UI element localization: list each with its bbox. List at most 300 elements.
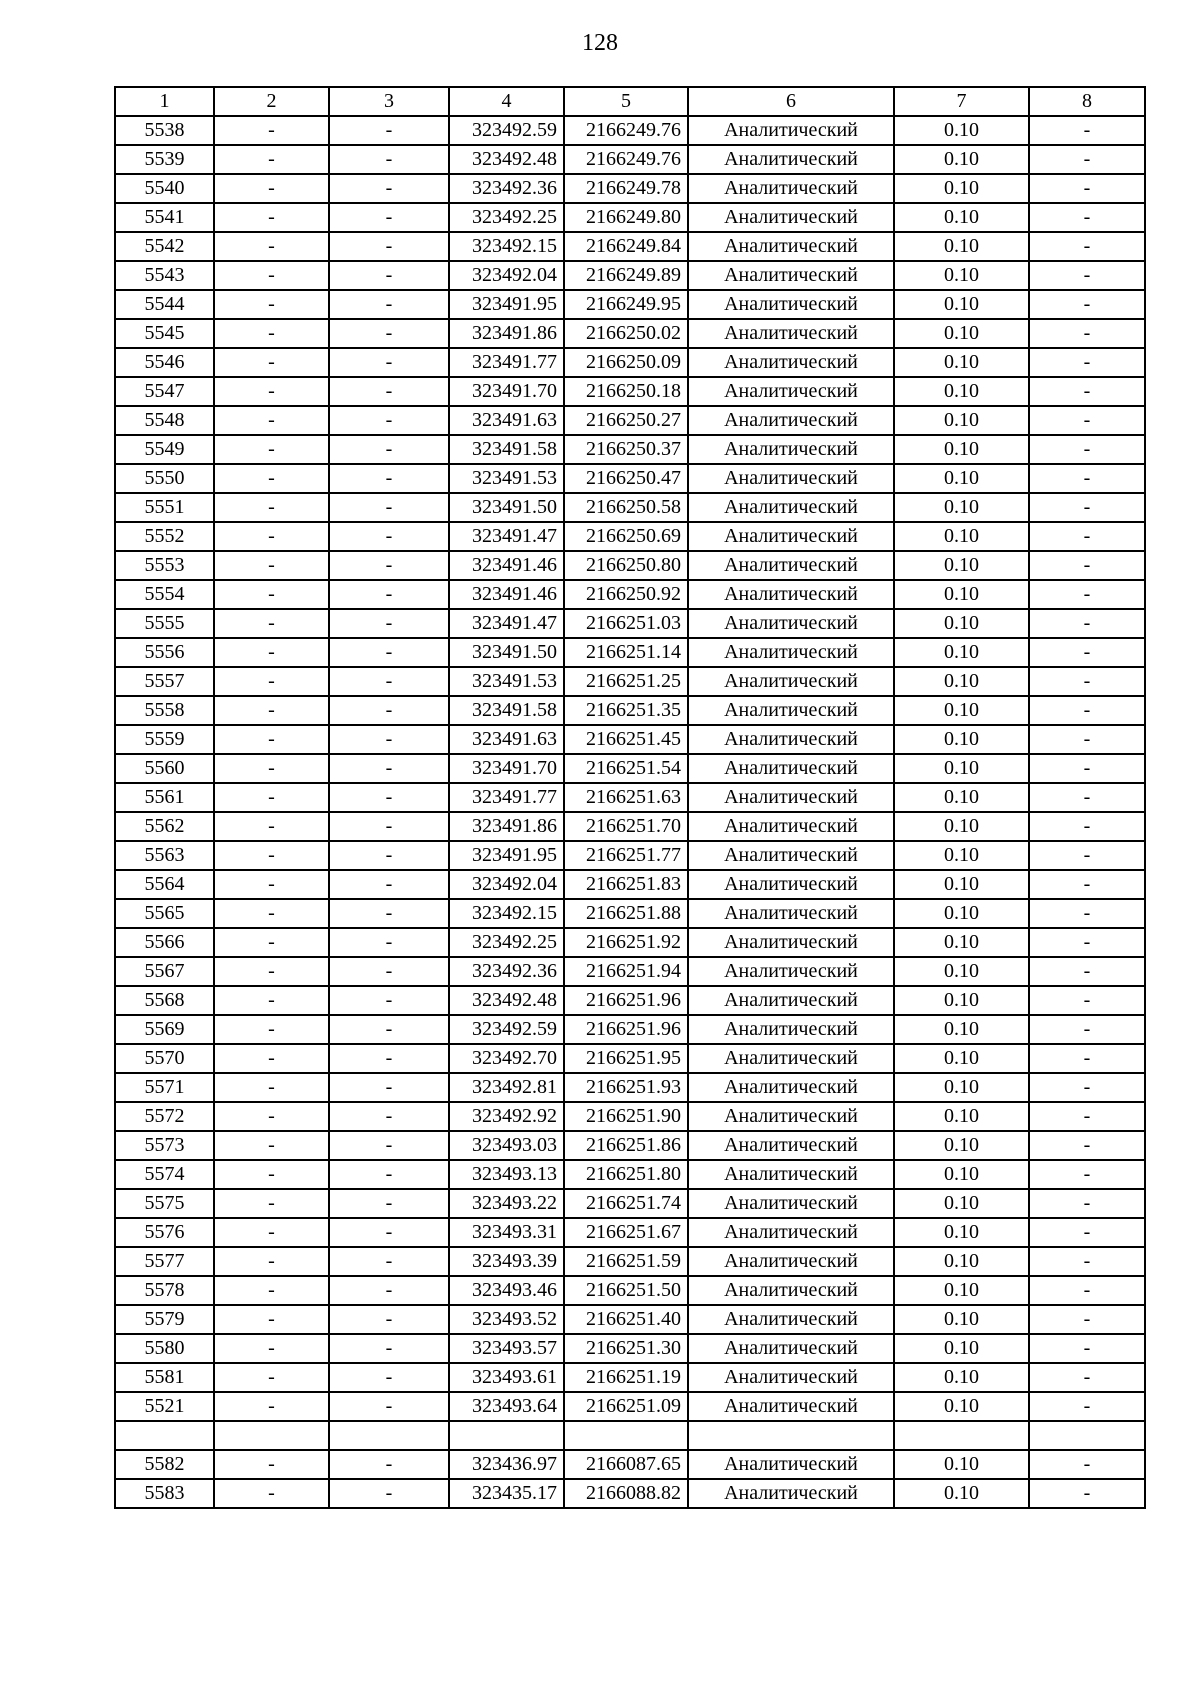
coordinates-table (114, 86, 1146, 1509)
table-cell-col-8: - (1029, 696, 1145, 725)
table-cell-col-3: - (329, 1276, 449, 1305)
table-cell-col-6: Аналитический (688, 1392, 894, 1421)
table-cell-col-1: 5572 (115, 1102, 214, 1131)
table-cell-col-3: - (329, 1218, 449, 1247)
table-cell-col-4: 323493.64 (449, 1392, 564, 1421)
table-cell-col-1: 5552 (115, 522, 214, 551)
table-cell-col-1: 5539 (115, 145, 214, 174)
table-cell-col-2: - (214, 522, 329, 551)
table-cell-col-5: 2166251.54 (564, 754, 688, 783)
table-cell-col-1: 5554 (115, 580, 214, 609)
table-cell-col-6: Аналитический (688, 1044, 894, 1073)
table-cell-col-8: - (1029, 1392, 1145, 1421)
table-cell-col-3: - (329, 319, 449, 348)
table-cell-col-5: 2166251.88 (564, 899, 688, 928)
table-cell-col-8: - (1029, 1189, 1145, 1218)
table-cell-col-7: 0.10 (894, 232, 1029, 261)
table-cell-col-3: - (329, 812, 449, 841)
table-cell-col-6: Аналитический (688, 783, 894, 812)
table-row (115, 377, 1145, 406)
table-cell-col-2: - (214, 1189, 329, 1218)
table-cell-col-7: 0.10 (894, 464, 1029, 493)
table-cell-col-8: - (1029, 464, 1145, 493)
table-row (115, 870, 1145, 899)
table-cell-col-2: - (214, 580, 329, 609)
table-row (115, 841, 1145, 870)
table-cell-col-4: 323492.48 (449, 986, 564, 1015)
table-cell-col-1: 5583 (115, 1479, 214, 1508)
table-cell-col-7: 0.10 (894, 348, 1029, 377)
table-cell-col-4: 323492.81 (449, 1073, 564, 1102)
table-cell-col-5: 2166250.02 (564, 319, 688, 348)
table-cell-col-6: Аналитический (688, 522, 894, 551)
table-cell-col-5: 2166251.96 (564, 1015, 688, 1044)
table-cell-col-4: 323491.50 (449, 493, 564, 522)
table-cell-col-8: - (1029, 435, 1145, 464)
table-cell-col-8: - (1029, 667, 1145, 696)
table-row (115, 406, 1145, 435)
table-cell-col-6: Аналитический (688, 754, 894, 783)
table-cell-col-1: 5574 (115, 1160, 214, 1189)
table-cell-col-2: - (214, 1392, 329, 1421)
table-cell-col-3: - (329, 116, 449, 145)
table-cell-col-2: - (214, 725, 329, 754)
table-cell-col-2: - (214, 116, 329, 145)
table-cell-col-2: - (214, 1247, 329, 1276)
table-cell-col-1: 5546 (115, 348, 214, 377)
table-cell-col-1: 5558 (115, 696, 214, 725)
table-cell-col-2: - (214, 841, 329, 870)
table-cell-col-3: - (329, 1160, 449, 1189)
table-cell-col-1: 5581 (115, 1363, 214, 1392)
table-row (115, 1479, 1145, 1508)
table-row (115, 667, 1145, 696)
table-row (115, 522, 1145, 551)
table-row (115, 435, 1145, 464)
table-cell-col-6: Аналитический (688, 261, 894, 290)
table-cell-col-2: - (214, 1102, 329, 1131)
table-cell-col-1: 5565 (115, 899, 214, 928)
table-cell-col-8: - (1029, 841, 1145, 870)
table-cell-col-4: 323492.15 (449, 232, 564, 261)
table-cell-col-8: - (1029, 1247, 1145, 1276)
table-cell-col-7: 0.10 (894, 1450, 1029, 1479)
table-cell-col-8: - (1029, 725, 1145, 754)
table-cell-col-1: 5553 (115, 551, 214, 580)
table-row (115, 725, 1145, 754)
table-cell-col-5: 2166251.63 (564, 783, 688, 812)
table-cell-col-2: - (214, 551, 329, 580)
table-cell-col-4: 323491.77 (449, 783, 564, 812)
table-cell-col-2 (214, 1421, 329, 1450)
table-cell-col-2: - (214, 667, 329, 696)
table-cell-col-7: 0.10 (894, 1363, 1029, 1392)
table-cell-col-3: - (329, 348, 449, 377)
table-cell-col-7: 0.10 (894, 319, 1029, 348)
table-cell-col-5: 2166251.95 (564, 1044, 688, 1073)
table-cell-col-2: - (214, 261, 329, 290)
table-cell-col-2: - (214, 1276, 329, 1305)
table-cell-col-6: Аналитический (688, 1305, 894, 1334)
table-cell-col-6: Аналитический (688, 870, 894, 899)
table-cell-col-5: 2166251.83 (564, 870, 688, 899)
table-cell-col-2: - (214, 696, 329, 725)
table-cell-col-8: - (1029, 1479, 1145, 1508)
table-cell-col-4: 323491.53 (449, 464, 564, 493)
table-cell-col-6: Аналитический (688, 232, 894, 261)
table-cell-col-6: Аналитический (688, 580, 894, 609)
table-cell-col-8: - (1029, 1015, 1145, 1044)
table-cell-col-7: 0.10 (894, 551, 1029, 580)
column-header-4: 4 (449, 87, 564, 116)
table-cell-col-1: 5542 (115, 232, 214, 261)
table-cell-col-2: - (214, 174, 329, 203)
table-cell-col-4: 323491.46 (449, 551, 564, 580)
table-cell-col-1: 5573 (115, 1131, 214, 1160)
table-cell-col-1: 5547 (115, 377, 214, 406)
table-cell-col-7: 0.10 (894, 522, 1029, 551)
table-row (115, 1305, 1145, 1334)
table-cell-col-6: Аналитический (688, 406, 894, 435)
table-cell-col-5: 2166249.76 (564, 145, 688, 174)
table-cell-col-4: 323492.36 (449, 174, 564, 203)
table-cell-col-4: 323491.46 (449, 580, 564, 609)
table-cell-col-5: 2166251.40 (564, 1305, 688, 1334)
table-cell-col-5: 2166249.84 (564, 232, 688, 261)
table-cell-col-4: 323491.86 (449, 319, 564, 348)
table-cell-col-3: - (329, 435, 449, 464)
table-cell-col-1: 5555 (115, 609, 214, 638)
table-row (115, 957, 1145, 986)
table-row (115, 174, 1145, 203)
table-row (115, 609, 1145, 638)
column-header-7: 7 (894, 87, 1029, 116)
table-cell-col-3 (329, 1421, 449, 1450)
table-cell-col-8: - (1029, 551, 1145, 580)
table-row (115, 1247, 1145, 1276)
table-cell-col-6: Аналитический (688, 551, 894, 580)
table-cell-col-3: - (329, 232, 449, 261)
table-cell-col-3: - (329, 1334, 449, 1363)
table-row (115, 145, 1145, 174)
table-cell-col-3: - (329, 493, 449, 522)
table-cell-col-2: - (214, 493, 329, 522)
table-cell-col-8: - (1029, 754, 1145, 783)
column-header-6: 6 (688, 87, 894, 116)
table-cell-col-8: - (1029, 522, 1145, 551)
table-cell-col-5: 2166251.93 (564, 1073, 688, 1102)
table-row (115, 1363, 1145, 1392)
table-cell-col-5: 2166250.18 (564, 377, 688, 406)
table-cell-col-4: 323493.61 (449, 1363, 564, 1392)
table-row (115, 1276, 1145, 1305)
table-cell-col-4: 323492.48 (449, 145, 564, 174)
table-cell-col-5: 2166251.25 (564, 667, 688, 696)
table-cell-col-1: 5557 (115, 667, 214, 696)
table-cell-col-4: 323491.50 (449, 638, 564, 667)
table-cell-col-6: Аналитический (688, 957, 894, 986)
table-cell-col-4: 323491.63 (449, 406, 564, 435)
table-row (115, 1160, 1145, 1189)
table-cell-col-4: 323493.52 (449, 1305, 564, 1334)
table-cell-col-3: - (329, 638, 449, 667)
table-cell-col-3: - (329, 1479, 449, 1508)
table-cell-col-6: Аналитический (688, 319, 894, 348)
table-cell-col-5: 2166251.77 (564, 841, 688, 870)
table-cell-col-8: - (1029, 290, 1145, 319)
table-cell-col-4: 323492.04 (449, 261, 564, 290)
table-cell-col-3: - (329, 1015, 449, 1044)
table-cell-col-7: 0.10 (894, 1102, 1029, 1131)
table-cell-col-7: 0.10 (894, 638, 1029, 667)
table-cell-col-8: - (1029, 928, 1145, 957)
table-cell-col-5: 2166251.03 (564, 609, 688, 638)
table-cell-col-1: 5575 (115, 1189, 214, 1218)
table-cell-col-4: 323491.58 (449, 435, 564, 464)
table-cell-col-7: 0.10 (894, 580, 1029, 609)
table-cell-col-3: - (329, 957, 449, 986)
table-cell-col-1: 5577 (115, 1247, 214, 1276)
table-row (115, 928, 1145, 957)
table-cell-col-7: 0.10 (894, 1305, 1029, 1334)
table-cell-col-7: 0.10 (894, 174, 1029, 203)
table-row (115, 783, 1145, 812)
table-cell-col-5: 2166250.58 (564, 493, 688, 522)
table-cell-col-6: Аналитический (688, 1247, 894, 1276)
table-cell-col-8: - (1029, 1102, 1145, 1131)
table-cell-col-5: 2166088.82 (564, 1479, 688, 1508)
table-cell-col-7: 0.10 (894, 1218, 1029, 1247)
table-cell-col-7: 0.10 (894, 1131, 1029, 1160)
table-cell-col-3: - (329, 667, 449, 696)
table-cell-col-2: - (214, 348, 329, 377)
table-cell-col-5: 2166249.89 (564, 261, 688, 290)
table-cell-col-2: - (214, 1363, 329, 1392)
table-cell-col-2: - (214, 377, 329, 406)
table-cell-col-7: 0.10 (894, 696, 1029, 725)
table-cell-col-6: Аналитический (688, 203, 894, 232)
table-cell-col-3: - (329, 580, 449, 609)
table-cell-col-8: - (1029, 986, 1145, 1015)
column-header-5: 5 (564, 87, 688, 116)
table-cell-col-2: - (214, 319, 329, 348)
table-body (115, 116, 1145, 1508)
table-cell-col-3: - (329, 1131, 449, 1160)
table-cell-col-5: 2166250.27 (564, 406, 688, 435)
table-cell-col-4: 323491.70 (449, 377, 564, 406)
table-cell-col-8: - (1029, 174, 1145, 203)
table-cell-col-5: 2166251.94 (564, 957, 688, 986)
table-cell-col-3: - (329, 725, 449, 754)
table-cell-col-1: 5548 (115, 406, 214, 435)
table-cell-col-3: - (329, 261, 449, 290)
table-cell-col-5: 2166249.76 (564, 116, 688, 145)
table-cell-col-4: 323492.59 (449, 116, 564, 145)
table-cell-col-6: Аналитический (688, 812, 894, 841)
table-cell-col-4: 323491.86 (449, 812, 564, 841)
table-cell-col-7: 0.10 (894, 1073, 1029, 1102)
table-row (115, 580, 1145, 609)
table-cell-col-2: - (214, 783, 329, 812)
table-cell-col-8: - (1029, 609, 1145, 638)
table-cell-col-8: - (1029, 1160, 1145, 1189)
table-cell-col-3: - (329, 174, 449, 203)
table-cell-col-3: - (329, 1363, 449, 1392)
table-cell-col-4: 323493.57 (449, 1334, 564, 1363)
table-cell-col-5: 2166250.80 (564, 551, 688, 580)
table-cell-col-3: - (329, 870, 449, 899)
table-cell-col-4: 323492.25 (449, 203, 564, 232)
table-cell-col-8: - (1029, 1131, 1145, 1160)
table-cell-col-6: Аналитический (688, 986, 894, 1015)
table-cell-col-6 (688, 1421, 894, 1450)
table-cell-col-6: Аналитический (688, 1015, 894, 1044)
table-cell-col-7: 0.10 (894, 754, 1029, 783)
table-cell-col-4: 323493.39 (449, 1247, 564, 1276)
table-cell-col-5: 2166251.14 (564, 638, 688, 667)
table-cell-col-1: 5582 (115, 1450, 214, 1479)
table-cell-col-8: - (1029, 406, 1145, 435)
page-number: 128 (582, 30, 618, 56)
table-cell-col-2: - (214, 464, 329, 493)
table-cell-col-3: - (329, 1450, 449, 1479)
table-row (115, 261, 1145, 290)
table-cell-col-5: 2166087.65 (564, 1450, 688, 1479)
table-cell-col-3: - (329, 464, 449, 493)
table-cell-col-5: 2166251.70 (564, 812, 688, 841)
table-cell-col-7: 0.10 (894, 667, 1029, 696)
table-cell-col-3: - (329, 754, 449, 783)
table-cell-col-6: Аналитический (688, 667, 894, 696)
table-cell-col-5: 2166251.67 (564, 1218, 688, 1247)
table-cell-col-1: 5563 (115, 841, 214, 870)
table-cell-col-8: - (1029, 957, 1145, 986)
table-cell-col-1: 5571 (115, 1073, 214, 1102)
table-cell-col-8: - (1029, 261, 1145, 290)
table-cell-col-4: 323492.25 (449, 928, 564, 957)
table-cell-col-2: - (214, 1131, 329, 1160)
table-cell-col-4: 323492.36 (449, 957, 564, 986)
table-cell-col-1: 5570 (115, 1044, 214, 1073)
table-cell-col-1: 5544 (115, 290, 214, 319)
table-cell-col-3: - (329, 145, 449, 174)
table-cell-col-1: 5578 (115, 1276, 214, 1305)
table-cell-col-7: 0.10 (894, 377, 1029, 406)
table-cell-col-1: 5576 (115, 1218, 214, 1247)
table-cell-col-8: - (1029, 116, 1145, 145)
table-cell-col-2: - (214, 899, 329, 928)
table-cell-col-4: 323493.03 (449, 1131, 564, 1160)
table-cell-col-7: 0.10 (894, 261, 1029, 290)
table-cell-col-2: - (214, 638, 329, 667)
table-cell-col-7: 0.10 (894, 116, 1029, 145)
table-cell-col-7: 0.10 (894, 1247, 1029, 1276)
table-cell-col-6: Аналитический (688, 841, 894, 870)
table-cell-col-8: - (1029, 580, 1145, 609)
table-cell-col-4: 323491.53 (449, 667, 564, 696)
table-cell-col-1: 5543 (115, 261, 214, 290)
table-row (115, 203, 1145, 232)
table-cell-col-6: Аналитический (688, 696, 894, 725)
table-cell-col-1: 5560 (115, 754, 214, 783)
table-cell-col-1: 5580 (115, 1334, 214, 1363)
table-row (115, 1392, 1145, 1421)
table-cell-col-8: - (1029, 1334, 1145, 1363)
table-row (115, 1015, 1145, 1044)
table-cell-col-1: 5550 (115, 464, 214, 493)
table-cell-col-7: 0.10 (894, 957, 1029, 986)
table-cell-col-5: 2166251.45 (564, 725, 688, 754)
table-cell-col-4: 323491.95 (449, 841, 564, 870)
table-cell-col-6: Аналитический (688, 1276, 894, 1305)
table-cell-col-8: - (1029, 1276, 1145, 1305)
table-cell-col-5 (564, 1421, 688, 1450)
table-cell-col-2: - (214, 1334, 329, 1363)
table-cell-col-2: - (214, 203, 329, 232)
table-cell-col-3: - (329, 696, 449, 725)
table-cell-col-5: 2166251.09 (564, 1392, 688, 1421)
table-cell-col-3: - (329, 406, 449, 435)
table-cell-col-7: 0.10 (894, 899, 1029, 928)
table-cell-col-8: - (1029, 870, 1145, 899)
table-cell-col-7: 0.10 (894, 928, 1029, 957)
table-row (115, 290, 1145, 319)
table-cell-col-6: Аналитический (688, 1218, 894, 1247)
table-row (115, 1334, 1145, 1363)
table-row (115, 1450, 1145, 1479)
table-cell-col-2: - (214, 812, 329, 841)
column-header-8: 8 (1029, 87, 1145, 116)
table-cell-col-2: - (214, 609, 329, 638)
table-cell-col-3: - (329, 1247, 449, 1276)
table-cell-col-1: 5541 (115, 203, 214, 232)
table-cell-col-5: 2166251.50 (564, 1276, 688, 1305)
table-cell-col-7: 0.10 (894, 435, 1029, 464)
table-cell-col-6: Аналитический (688, 1160, 894, 1189)
table-cell-col-3: - (329, 522, 449, 551)
table-cell-col-6: Аналитический (688, 174, 894, 203)
table-cell-col-1: 5579 (115, 1305, 214, 1334)
table-cell-col-6: Аналитический (688, 1450, 894, 1479)
table-cell-col-4: 323493.46 (449, 1276, 564, 1305)
table-cell-col-4: 323492.70 (449, 1044, 564, 1073)
table-cell-col-4: 323436.97 (449, 1450, 564, 1479)
table-cell-col-3: - (329, 899, 449, 928)
table-cell-col-5: 2166251.30 (564, 1334, 688, 1363)
table-cell-col-3: - (329, 783, 449, 812)
table-cell-col-3: - (329, 841, 449, 870)
table-cell-col-6: Аналитический (688, 1131, 894, 1160)
table-cell-col-1: 5566 (115, 928, 214, 957)
table-cell-col-8: - (1029, 145, 1145, 174)
table-row (115, 1189, 1145, 1218)
table-row (115, 1102, 1145, 1131)
table-cell-col-1: 5564 (115, 870, 214, 899)
table-cell-col-6: Аналитический (688, 464, 894, 493)
table-cell-col-2: - (214, 928, 329, 957)
table-cell-col-8 (1029, 1421, 1145, 1450)
table-row (115, 232, 1145, 261)
table-cell-col-5: 2166251.86 (564, 1131, 688, 1160)
table-cell-col-5: 2166251.59 (564, 1247, 688, 1276)
table-cell-col-5: 2166249.95 (564, 290, 688, 319)
table-cell-col-1: 5568 (115, 986, 214, 1015)
table-cell-col-7: 0.10 (894, 145, 1029, 174)
table-cell-col-4: 323491.77 (449, 348, 564, 377)
table-cell-col-4 (449, 1421, 564, 1450)
table-cell-col-4: 323492.04 (449, 870, 564, 899)
table-cell-col-7: 0.10 (894, 1334, 1029, 1363)
